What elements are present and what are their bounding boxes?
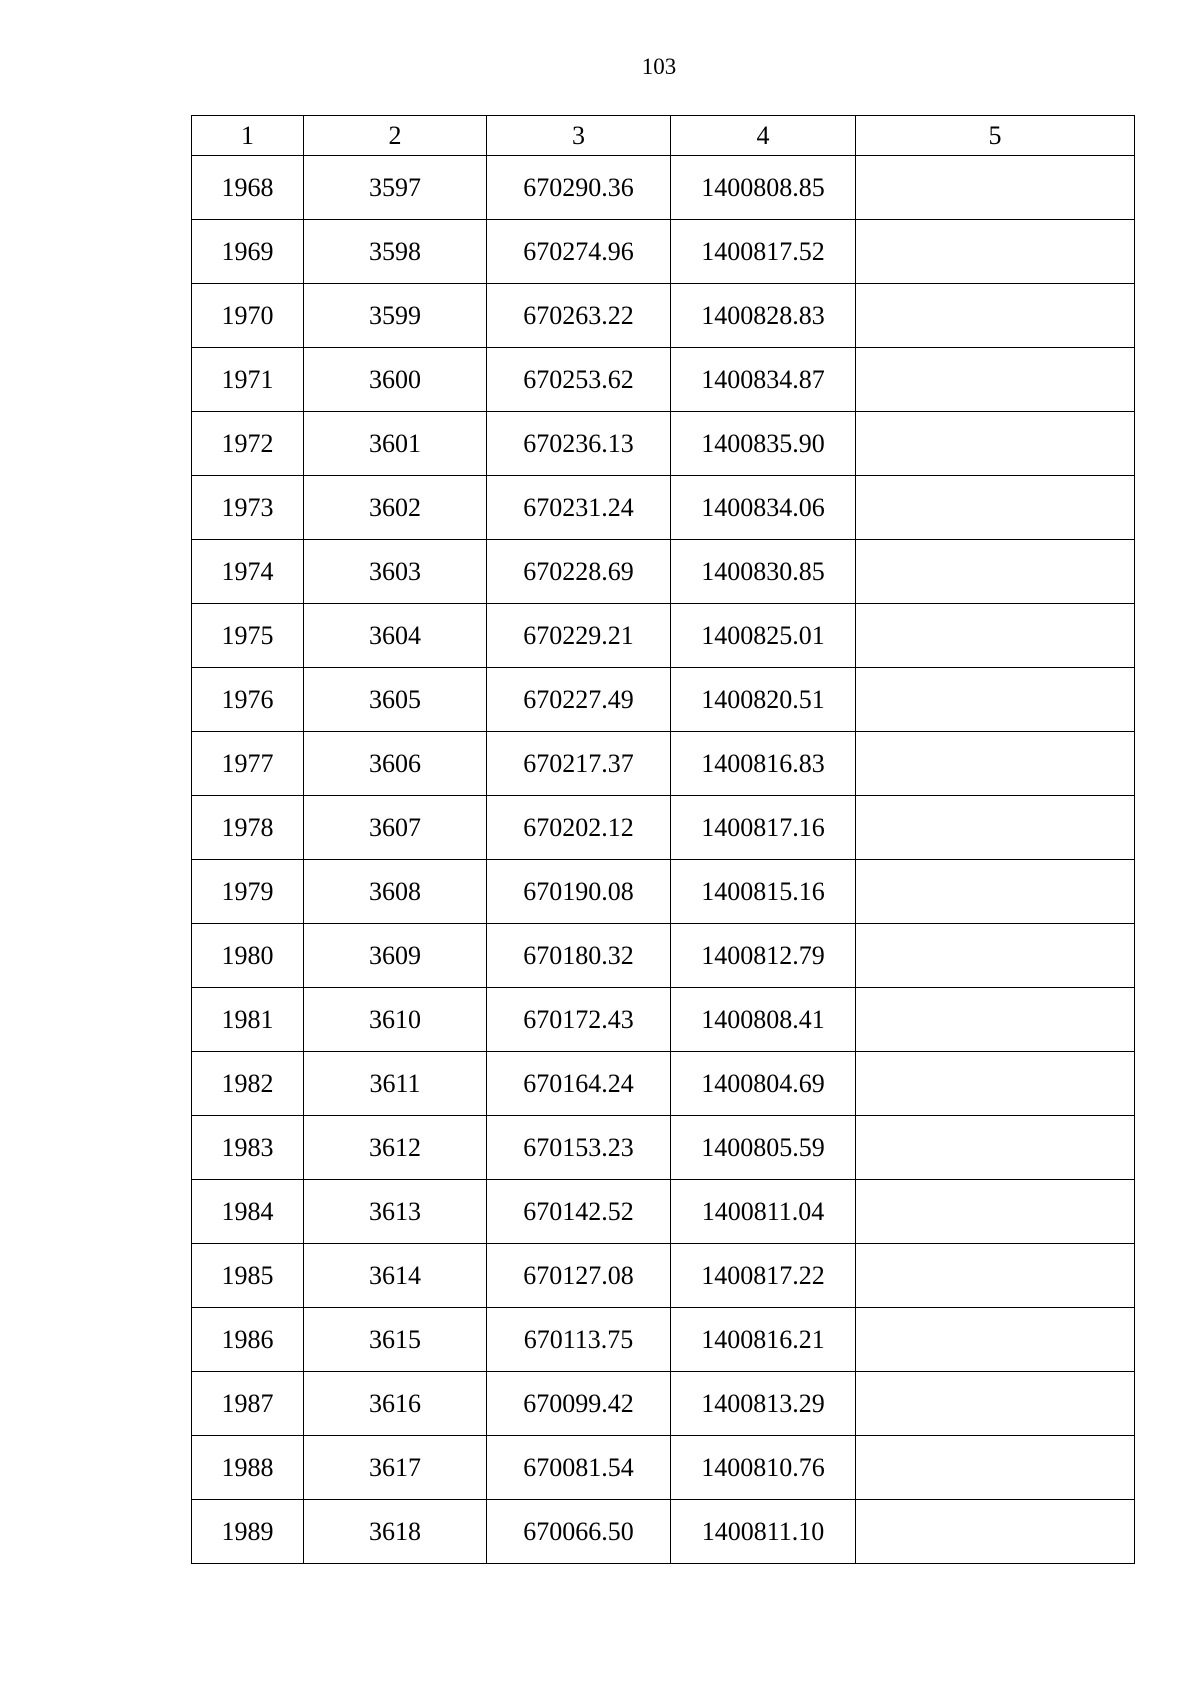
y-coordinate-cell: 1400817.52: [671, 220, 856, 284]
x-coordinate-cell: 670164.24: [487, 1052, 671, 1116]
point-number-cell: 3607: [304, 796, 487, 860]
notes-cell: [856, 668, 1135, 732]
table-header-row: [192, 116, 1135, 156]
notes-cell: [856, 796, 1135, 860]
point-index-cell: 1968: [192, 156, 304, 220]
point-index-cell: 1984: [192, 1180, 304, 1244]
point-number-cell: 3610: [304, 988, 487, 1052]
point-number-cell: 3613: [304, 1180, 487, 1244]
point-number-cell: 3601: [304, 412, 487, 476]
point-number-cell: 3600: [304, 348, 487, 412]
notes-cell: [856, 924, 1135, 988]
notes-cell: [856, 1372, 1135, 1436]
y-coordinate-cell: 1400834.87: [671, 348, 856, 412]
x-coordinate-cell: 670253.62: [487, 348, 671, 412]
x-coordinate-cell: 670142.52: [487, 1180, 671, 1244]
notes-cell: [856, 604, 1135, 668]
x-coordinate-cell: 670081.54: [487, 1436, 671, 1500]
table-row: [192, 732, 1135, 796]
x-coordinate-cell: 670202.12: [487, 796, 671, 860]
point-number-cell: 3602: [304, 476, 487, 540]
y-coordinate-cell: 1400816.83: [671, 732, 856, 796]
table-row: [192, 1436, 1135, 1500]
notes-cell: [856, 348, 1135, 412]
x-coordinate-cell: 670066.50: [487, 1500, 671, 1564]
y-coordinate-cell: 1400808.85: [671, 156, 856, 220]
notes-cell: [856, 476, 1135, 540]
table-row: [192, 1308, 1135, 1372]
y-coordinate-cell: 1400811.04: [671, 1180, 856, 1244]
coordinates-table: [191, 115, 1135, 1564]
notes-cell: [856, 1308, 1135, 1372]
point-index-cell: 1987: [192, 1372, 304, 1436]
table-row: [192, 604, 1135, 668]
notes-cell: [856, 988, 1135, 1052]
point-index-cell: 1981: [192, 988, 304, 1052]
y-coordinate-cell: 1400815.16: [671, 860, 856, 924]
point-index-cell: 1976: [192, 668, 304, 732]
point-index-cell: 1985: [192, 1244, 304, 1308]
point-number-cell: 3615: [304, 1308, 487, 1372]
x-coordinate-cell: 670180.32: [487, 924, 671, 988]
table-row: [192, 540, 1135, 604]
point-number-cell: 3603: [304, 540, 487, 604]
table-body: [192, 156, 1135, 1564]
table-row: [192, 348, 1135, 412]
point-number-cell: 3606: [304, 732, 487, 796]
point-index-cell: 1970: [192, 284, 304, 348]
point-index-cell: 1977: [192, 732, 304, 796]
point-index-cell: 1978: [192, 796, 304, 860]
y-coordinate-cell: 1400817.16: [671, 796, 856, 860]
notes-cell: [856, 732, 1135, 796]
point-index-cell: 1982: [192, 1052, 304, 1116]
x-coordinate-cell: 670290.36: [487, 156, 671, 220]
x-coordinate-cell: 670113.75: [487, 1308, 671, 1372]
table-row: [192, 1500, 1135, 1564]
y-coordinate-cell: 1400834.06: [671, 476, 856, 540]
notes-cell: [856, 1116, 1135, 1180]
x-coordinate-cell: 670263.22: [487, 284, 671, 348]
table-row: [192, 1372, 1135, 1436]
x-coordinate-cell: 670190.08: [487, 860, 671, 924]
y-coordinate-cell: 1400820.51: [671, 668, 856, 732]
x-coordinate-cell: 670274.96: [487, 220, 671, 284]
notes-cell: [856, 1244, 1135, 1308]
notes-cell: [856, 284, 1135, 348]
y-coordinate-cell: 1400813.29: [671, 1372, 856, 1436]
notes-cell: [856, 412, 1135, 476]
x-coordinate-cell: 670217.37: [487, 732, 671, 796]
x-coordinate-cell: 670231.24: [487, 476, 671, 540]
table-row: [192, 924, 1135, 988]
point-number-cell: 3612: [304, 1116, 487, 1180]
y-coordinate-cell: 1400835.90: [671, 412, 856, 476]
x-coordinate-cell: 670172.43: [487, 988, 671, 1052]
notes-cell: [856, 220, 1135, 284]
point-number-cell: 3614: [304, 1244, 487, 1308]
table-row: [192, 1116, 1135, 1180]
point-index-cell: 1988: [192, 1436, 304, 1500]
point-index-cell: 1980: [192, 924, 304, 988]
page-number: 103: [641, 54, 677, 79]
point-index-cell: 1989: [192, 1500, 304, 1564]
point-number-cell: 3608: [304, 860, 487, 924]
y-coordinate-cell: 1400825.01: [671, 604, 856, 668]
point-number-cell: 3616: [304, 1372, 487, 1436]
y-coordinate-cell: 1400828.83: [671, 284, 856, 348]
point-number-cell: 3599: [304, 284, 487, 348]
x-coordinate-cell: 670099.42: [487, 1372, 671, 1436]
y-coordinate-cell: 1400808.41: [671, 988, 856, 1052]
y-coordinate-cell: 1400812.79: [671, 924, 856, 988]
table-row: [192, 412, 1135, 476]
table-row: [192, 860, 1135, 924]
point-number-cell: 3605: [304, 668, 487, 732]
x-coordinate-cell: 670236.13: [487, 412, 671, 476]
notes-cell: [856, 1436, 1135, 1500]
point-number-cell: 3617: [304, 1436, 487, 1500]
y-coordinate-cell: 1400804.69: [671, 1052, 856, 1116]
notes-cell: [856, 156, 1135, 220]
column-header: 2: [304, 116, 487, 156]
point-index-cell: 1975: [192, 604, 304, 668]
table-row: [192, 796, 1135, 860]
x-coordinate-cell: 670229.21: [487, 604, 671, 668]
point-index-cell: 1972: [192, 412, 304, 476]
point-number-cell: 3611: [304, 1052, 487, 1116]
y-coordinate-cell: 1400811.10: [671, 1500, 856, 1564]
x-coordinate-cell: 670227.49: [487, 668, 671, 732]
column-header: 5: [856, 116, 1135, 156]
point-index-cell: 1969: [192, 220, 304, 284]
point-number-cell: 3618: [304, 1500, 487, 1564]
column-header: 4: [671, 116, 856, 156]
notes-cell: [856, 540, 1135, 604]
x-coordinate-cell: 670153.23: [487, 1116, 671, 1180]
table-row: [192, 988, 1135, 1052]
point-index-cell: 1983: [192, 1116, 304, 1180]
point-index-cell: 1974: [192, 540, 304, 604]
point-index-cell: 1979: [192, 860, 304, 924]
table-row: [192, 1052, 1135, 1116]
y-coordinate-cell: 1400817.22: [671, 1244, 856, 1308]
point-index-cell: 1971: [192, 348, 304, 412]
notes-cell: [856, 1052, 1135, 1116]
table-row: [192, 284, 1135, 348]
x-coordinate-cell: 670228.69: [487, 540, 671, 604]
notes-cell: [856, 860, 1135, 924]
point-number-cell: 3598: [304, 220, 487, 284]
y-coordinate-cell: 1400830.85: [671, 540, 856, 604]
notes-cell: [856, 1500, 1135, 1564]
point-number-cell: 3597: [304, 156, 487, 220]
table-row: [192, 1244, 1135, 1308]
y-coordinate-cell: 1400810.76: [671, 1436, 856, 1500]
y-coordinate-cell: 1400805.59: [671, 1116, 856, 1180]
table-row: [192, 220, 1135, 284]
point-number-cell: 3604: [304, 604, 487, 668]
y-coordinate-cell: 1400816.21: [671, 1308, 856, 1372]
point-index-cell: 1973: [192, 476, 304, 540]
table-row: [192, 156, 1135, 220]
column-header: 1: [192, 116, 304, 156]
point-number-cell: 3609: [304, 924, 487, 988]
x-coordinate-cell: 670127.08: [487, 1244, 671, 1308]
table-row: [192, 476, 1135, 540]
table-row: [192, 668, 1135, 732]
column-header: 3: [487, 116, 671, 156]
point-index-cell: 1986: [192, 1308, 304, 1372]
table-row: [192, 1180, 1135, 1244]
notes-cell: [856, 1180, 1135, 1244]
